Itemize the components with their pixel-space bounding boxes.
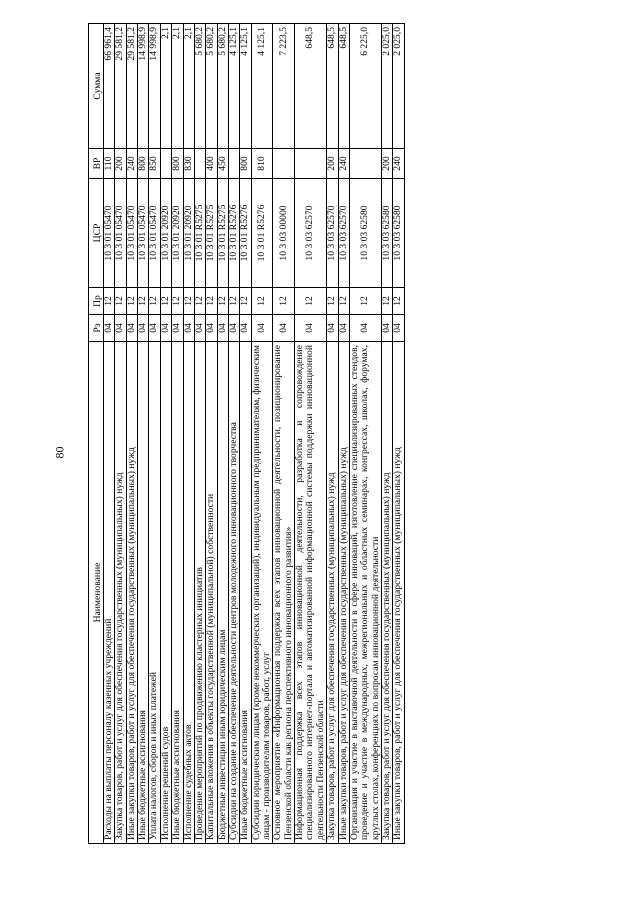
cell-name: Капитальные вложения в объекты государственной (муниципальной) собственности (206, 342, 217, 844)
cell-csr: 10 3 01 R5275 (206, 179, 217, 288)
cell-csr: 10 3 01 R5275 (194, 179, 205, 288)
header-pr: Пр (89, 288, 104, 315)
cell-sum: 2 025,0 (393, 24, 404, 149)
table-row (273, 24, 295, 844)
table-row (149, 24, 160, 844)
cell-vr: 400 (206, 149, 217, 179)
cell-name: Исполнение решений судов (160, 342, 171, 844)
cell-sum: 648,5 (338, 24, 349, 149)
cell-sum: 6 225,0 (349, 24, 381, 149)
cell-csr: 10 3 01 R5275 (217, 179, 228, 288)
cell-pr: 12 (149, 288, 160, 315)
cell-name: Иные закупки товаров, работ и услуг для обеспечения государственных (муниципальных) нужд (126, 342, 137, 844)
cell-rz: 04 (194, 315, 205, 342)
cell-vr: 240 (126, 149, 137, 179)
cell-rz: 04 (104, 315, 115, 342)
table-row (338, 24, 349, 844)
table-row (393, 24, 404, 844)
cell-pr: 12 (228, 288, 239, 315)
header-name: Наименование (89, 342, 104, 844)
cell-name: Закупка товаров, работ и услуг для обеспечения государственных (муниципальных) нужд (381, 342, 392, 844)
cell-csr: 10 3 03 62580 (349, 179, 381, 288)
cell-rz: 04 (206, 315, 217, 342)
table-row (160, 24, 171, 844)
cell-vr (160, 149, 171, 179)
cell-csr: 10 3 01 05470 (138, 179, 149, 288)
cell-sum: 4 125,1 (251, 24, 273, 149)
cell-rz: 04 (228, 315, 239, 342)
cell-vr: 200 (381, 149, 392, 179)
cell-sum: 14 998,9 (149, 24, 160, 149)
cell-rz: 04 (327, 315, 338, 342)
cell-sum: 14 998,9 (138, 24, 149, 149)
cell-rz: 04 (160, 315, 171, 342)
cell-name: Организация и участие в выставочной деятельности в сфере инноваций, изготовление специализированных стендов, проведение и участие в международных, межрегиональных и областных семинарах, конгрессах, школах, форумах, круглых столах, конференциях по вопросам инновационной деятельности (349, 342, 381, 844)
table-row (217, 24, 228, 844)
cell-pr: 12 (251, 288, 273, 315)
cell-csr: 10 3 03 62570 (295, 179, 327, 288)
cell-name: Иные бюджетные ассигнования (172, 342, 183, 844)
header-csr: ЦСР (89, 179, 104, 288)
table-row (183, 24, 194, 844)
cell-rz: 04 (172, 315, 183, 342)
cell-pr: 12 (160, 288, 171, 315)
cell-pr: 12 (349, 288, 381, 315)
table-row (126, 24, 137, 844)
cell-sum: 648,5 (295, 24, 327, 149)
cell-sum: 29 581,2 (115, 24, 126, 149)
header-sum: Сумма (89, 24, 104, 149)
cell-vr (273, 149, 295, 179)
cell-rz: 04 (115, 315, 126, 342)
header-vr: ВР (89, 149, 104, 179)
cell-vr: 850 (149, 149, 160, 179)
cell-pr: 12 (217, 288, 228, 315)
cell-csr: 10 3 01 R5276 (240, 179, 251, 288)
cell-name: Закупка товаров, работ и услуг для обеспечения государственных (муниципальных) нужд (327, 342, 338, 844)
cell-name: Уплата налогов, сборов и иных платежей (149, 342, 160, 844)
cell-name: Расходы на выплаты персоналу казенных учреждений (104, 342, 115, 844)
cell-sum: 5 680,2 (217, 24, 228, 149)
cell-vr: 800 (138, 149, 149, 179)
cell-vr: 800 (240, 149, 251, 179)
cell-csr: 10 3 01 05470 (104, 179, 115, 288)
cell-pr: 12 (381, 288, 392, 315)
table-row (251, 24, 273, 844)
cell-sum: 5 680,2 (206, 24, 217, 149)
cell-pr: 12 (206, 288, 217, 315)
cell-csr: 10 3 03 62570 (327, 179, 338, 288)
table-row (194, 24, 205, 844)
cell-pr: 12 (194, 288, 205, 315)
rotated-table-container (88, 24, 550, 844)
cell-csr: 10 3 01 05470 (126, 179, 137, 288)
cell-rz: 04 (349, 315, 381, 342)
cell-name: Субсидии на создание и обеспечение деятельности центров молодежного инновационного творчества (228, 342, 239, 844)
cell-name: Исполнение судебных актов (183, 342, 194, 844)
table-row (172, 24, 183, 844)
cell-csr: 10 3 03 62570 (338, 179, 349, 288)
cell-rz: 04 (251, 315, 273, 342)
cell-csr: 10 3 01 20920 (160, 179, 171, 288)
cell-rz: 04 (149, 315, 160, 342)
cell-csr: 10 3 01 05470 (115, 179, 126, 288)
cell-vr: 200 (327, 149, 338, 179)
cell-pr: 12 (273, 288, 295, 315)
cell-rz: 04 (138, 315, 149, 342)
cell-csr: 10 3 01 20920 (183, 179, 194, 288)
table-row (381, 24, 392, 844)
cell-rz: 04 (273, 315, 295, 342)
cell-sum: 29 581,2 (126, 24, 137, 149)
cell-sum: 2 025,0 (381, 24, 392, 149)
cell-vr (349, 149, 381, 179)
cell-name: Бюджетные инвестиции иным юридическим лицам (217, 342, 228, 844)
cell-vr (295, 149, 327, 179)
cell-rz: 04 (183, 315, 194, 342)
table-row (228, 24, 239, 844)
table-row (349, 24, 381, 844)
cell-vr (194, 149, 205, 179)
cell-vr: 830 (183, 149, 194, 179)
cell-sum: 5 680,2 (194, 24, 205, 149)
cell-name: Иные бюджетные ассигнования (138, 342, 149, 844)
cell-name: Информационная поддержка всех этапов инновационной деятельности, разработка и сопровождение специализированного интернет-портала и автоматизированной информационной системы поддержки инновационной деятельности Пензенской области (295, 342, 327, 844)
cell-rz: 04 (295, 315, 327, 342)
cell-vr: 240 (393, 149, 404, 179)
cell-vr: 810 (251, 149, 273, 179)
cell-csr: 10 3 01 R5276 (228, 179, 239, 288)
table-row (295, 24, 327, 844)
table-row (206, 24, 217, 844)
table-row (240, 24, 251, 844)
table-body (104, 24, 405, 844)
cell-vr: 450 (217, 149, 228, 179)
cell-rz: 04 (126, 315, 137, 342)
cell-csr: 10 3 03 62580 (393, 179, 404, 288)
cell-csr: 10 3 01 20920 (172, 179, 183, 288)
cell-name: Основное мероприятие «Информационная поддержка всех этапов инновационной деятельности, позиционирование Пензенской области как региона перспективного инновационного развития» (273, 342, 295, 844)
cell-vr (228, 149, 239, 179)
cell-csr: 10 3 03 62580 (381, 179, 392, 288)
cell-csr: 10 3 01 R5276 (251, 179, 273, 288)
cell-sum: 2,1 (160, 24, 171, 149)
cell-sum: 2,1 (183, 24, 194, 149)
cell-sum: 4 125,1 (228, 24, 239, 149)
cell-sum: 66 961,4 (104, 24, 115, 149)
cell-pr: 12 (338, 288, 349, 315)
cell-rz: 04 (240, 315, 251, 342)
cell-vr: 240 (338, 149, 349, 179)
cell-pr: 12 (172, 288, 183, 315)
cell-sum: 4 125,1 (240, 24, 251, 149)
cell-name: Иные закупки товаров, работ и услуг для обеспечения государственных (муниципальных) нужд (393, 342, 404, 844)
cell-rz: 04 (338, 315, 349, 342)
cell-name: Иные закупки товаров, работ и услуг для обеспечения государственных (муниципальных) нужд (338, 342, 349, 844)
cell-rz: 04 (393, 315, 404, 342)
cell-name: Проведение мероприятий по продвижению кластерных инициатив (194, 342, 205, 844)
cell-pr: 12 (126, 288, 137, 315)
cell-rz: 04 (381, 315, 392, 342)
cell-pr: 12 (295, 288, 327, 315)
cell-csr: 10 3 03 00000 (273, 179, 295, 288)
page-number: 80 (52, 446, 67, 459)
cell-sum: 2,1 (172, 24, 183, 149)
budget-table (88, 23, 405, 844)
cell-vr: 110 (104, 149, 115, 179)
cell-pr: 12 (138, 288, 149, 315)
table-row (138, 24, 149, 844)
cell-sum: 648,5 (327, 24, 338, 149)
table-row (104, 24, 115, 844)
cell-pr: 12 (327, 288, 338, 315)
cell-rz: 04 (217, 315, 228, 342)
cell-name: Субсидии юридическим лицам (кроме некоммерческих организаций), индивидуальным предпринимателям, физическим лицам - производителям товаров, работ, услуг (251, 342, 273, 844)
cell-sum: 7 223,5 (273, 24, 295, 149)
cell-pr: 12 (393, 288, 404, 315)
cell-pr: 12 (183, 288, 194, 315)
cell-vr: 800 (172, 149, 183, 179)
cell-pr: 12 (240, 288, 251, 315)
table-row (327, 24, 338, 844)
cell-pr: 12 (104, 288, 115, 315)
cell-name: Иные бюджетные ассигнования (240, 342, 251, 844)
cell-name: Закупка товаров, работ и услуг для обеспечения государственных (муниципальных) нужд (115, 342, 126, 844)
cell-pr: 12 (115, 288, 126, 315)
cell-vr: 200 (115, 149, 126, 179)
header-rz: Рз (89, 315, 104, 342)
table-row (115, 24, 126, 844)
table-header-row (89, 24, 104, 844)
cell-csr: 10 3 01 05470 (149, 179, 160, 288)
